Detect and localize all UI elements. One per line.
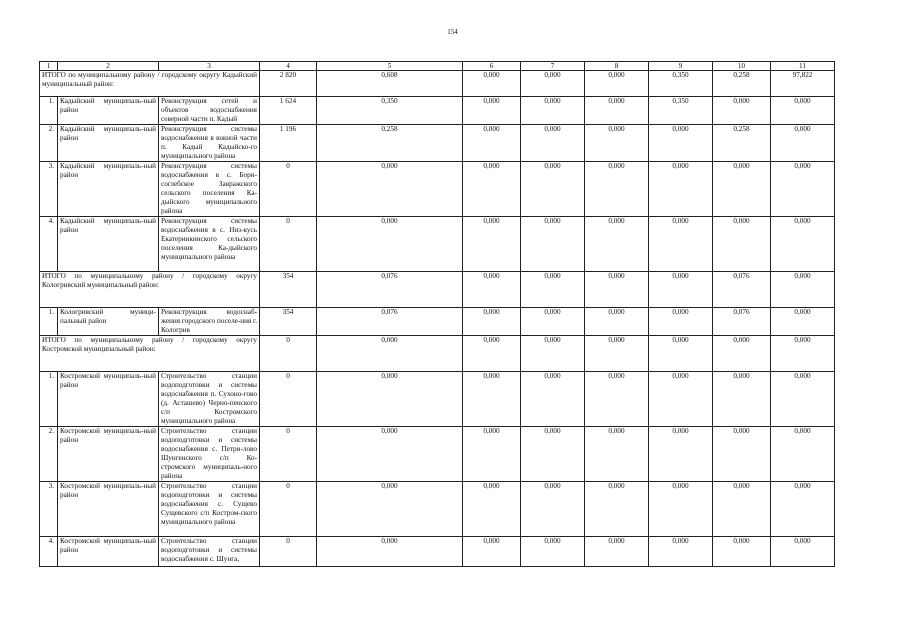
row-index: 1. bbox=[40, 97, 58, 125]
value-cell: 0,000 bbox=[463, 71, 521, 97]
column-header: 5 bbox=[317, 62, 463, 71]
project-cell: Реконструкция системы водоснабжения в с. Низ-кусь Екатеринкинского сельского поселения Ка-дыйского муниципального района bbox=[159, 217, 260, 272]
value-cell: 0,000 bbox=[585, 162, 649, 217]
table-row bbox=[40, 482, 835, 537]
value-cell: 0,000 bbox=[771, 537, 835, 567]
total-row bbox=[40, 272, 835, 308]
value-cell: 0,000 bbox=[463, 272, 521, 308]
value-cell: 0,000 bbox=[585, 125, 649, 162]
value-cell: 0,000 bbox=[713, 162, 771, 217]
value-cell: 0,608 bbox=[317, 71, 463, 97]
value-cell: 0,350 bbox=[649, 71, 713, 97]
project-cell: Реконструкция системы водоснабжения в с. Бори-соглебское Завражского сельского поселения Ка-дыйского муниципального района bbox=[159, 162, 260, 217]
district-cell: Костромской муниципаль-ный район bbox=[58, 482, 159, 537]
value-cell: 0,000 bbox=[463, 336, 521, 372]
value-cell: 0,000 bbox=[521, 308, 585, 336]
district-cell: Костромской муниципаль-ный район bbox=[58, 427, 159, 482]
value-cell: 0 bbox=[260, 482, 317, 537]
value-cell: 0,000 bbox=[463, 427, 521, 482]
value-cell: 0,000 bbox=[649, 336, 713, 372]
district-cell: Кадыйский муниципаль-ный район bbox=[58, 217, 159, 272]
value-cell: 0,000 bbox=[771, 308, 835, 336]
table-row bbox=[40, 125, 835, 162]
row-index: 2. bbox=[40, 427, 58, 482]
column-header: 2 bbox=[58, 62, 159, 71]
value-cell: 0,000 bbox=[649, 162, 713, 217]
value-cell: 0,076 bbox=[713, 308, 771, 336]
total-label: ИТОГО по муниципальному району / городскому округу Кологривский муниципальный район: bbox=[40, 272, 260, 308]
value-cell: 0,000 bbox=[521, 482, 585, 537]
value-cell: 0,000 bbox=[317, 372, 463, 427]
row-index: 4. bbox=[40, 537, 58, 567]
value-cell: 0,000 bbox=[463, 482, 521, 537]
value-cell: 0,000 bbox=[771, 272, 835, 308]
row-index: 3. bbox=[40, 162, 58, 217]
page-number: 154 bbox=[447, 28, 458, 36]
project-cell: Реконструкция водоснаб-жения городского поселе-ния г. Кологрив bbox=[159, 308, 260, 336]
row-index: 4. bbox=[40, 217, 58, 272]
total-label: ИТОГО по муниципальному району / городскому округу Кадыйский муниципальный район: bbox=[40, 71, 260, 97]
value-cell: 0,000 bbox=[713, 537, 771, 567]
value-cell: 0,076 bbox=[713, 272, 771, 308]
value-cell: 0,000 bbox=[521, 217, 585, 272]
value-cell: 0,000 bbox=[463, 537, 521, 567]
district-cell: Кадыйский муниципаль-ный район bbox=[58, 97, 159, 125]
value-cell: 0,258 bbox=[317, 125, 463, 162]
value-cell: 0,000 bbox=[317, 427, 463, 482]
table-row bbox=[40, 308, 835, 336]
value-cell: 0 bbox=[260, 372, 317, 427]
row-index: 1. bbox=[40, 372, 58, 427]
value-cell: 1 624 bbox=[260, 97, 317, 125]
value-cell: 0,000 bbox=[463, 372, 521, 427]
value-cell: 0,000 bbox=[317, 162, 463, 217]
value-cell: 0,000 bbox=[713, 482, 771, 537]
total-row bbox=[40, 336, 835, 372]
value-cell: 0,000 bbox=[771, 372, 835, 427]
value-cell: 0,000 bbox=[585, 537, 649, 567]
value-cell: 0 bbox=[260, 427, 317, 482]
value-cell: 0,000 bbox=[521, 71, 585, 97]
row-index: 3. bbox=[40, 482, 58, 537]
value-cell: 0,000 bbox=[649, 217, 713, 272]
value-cell: 1 196 bbox=[260, 125, 317, 162]
project-cell: Строительство станции водоподготовки и системы водоснабжения с. Сущево Сущевского с/п Костром-ского муниципального района bbox=[159, 482, 260, 537]
column-header: 11 bbox=[771, 62, 835, 71]
value-cell: 0,000 bbox=[463, 97, 521, 125]
value-cell: 0,000 bbox=[317, 537, 463, 567]
value-cell: 0,000 bbox=[585, 71, 649, 97]
value-cell: 0,000 bbox=[771, 217, 835, 272]
project-cell: Строительство станции водоподготовки и системы водоснабжения п. Сухоно-гово (д. Асташево) Черно-пенского с/п Костромского муниципального района bbox=[159, 372, 260, 427]
value-cell: 0,000 bbox=[713, 427, 771, 482]
value-cell: 0,000 bbox=[585, 217, 649, 272]
value-cell: 0,000 bbox=[649, 482, 713, 537]
value-cell: 0,000 bbox=[317, 336, 463, 372]
value-cell: 0,076 bbox=[317, 272, 463, 308]
total-row bbox=[40, 71, 835, 97]
project-cell: Строительство станции водоподготовки и системы водоснабжения с. Шунга, bbox=[159, 537, 260, 567]
column-header: 7 bbox=[521, 62, 585, 71]
value-cell: 0,000 bbox=[585, 372, 649, 427]
table-row bbox=[40, 97, 835, 125]
value-cell: 0,000 bbox=[771, 482, 835, 537]
column-header: 10 bbox=[713, 62, 771, 71]
row-index: 2. bbox=[40, 125, 58, 162]
data-table bbox=[39, 61, 835, 567]
value-cell: 0,000 bbox=[521, 272, 585, 308]
column-header: 6 bbox=[463, 62, 521, 71]
table-row bbox=[40, 427, 835, 482]
column-header: 4 bbox=[260, 62, 317, 71]
table-row bbox=[40, 162, 835, 217]
value-cell: 0,000 bbox=[649, 308, 713, 336]
row-index: 1. bbox=[40, 308, 58, 336]
project-cell: Реконструкция сетей и объектов водоснабжения северной части п. Кадый bbox=[159, 97, 260, 125]
value-cell: 0,000 bbox=[585, 97, 649, 125]
district-cell: Костромской муниципаль-ный район bbox=[58, 372, 159, 427]
value-cell: 0,000 bbox=[521, 537, 585, 567]
value-cell: 0,000 bbox=[649, 372, 713, 427]
value-cell: 0,000 bbox=[585, 272, 649, 308]
header-row bbox=[40, 62, 835, 71]
district-cell: Костромской муниципаль-ный район bbox=[58, 537, 159, 567]
column-header: 8 bbox=[585, 62, 649, 71]
value-cell: 0,000 bbox=[521, 372, 585, 427]
value-cell: 0,000 bbox=[713, 97, 771, 125]
value-cell: 0,000 bbox=[585, 336, 649, 372]
value-cell: 0,000 bbox=[771, 97, 835, 125]
value-cell: 0,000 bbox=[649, 272, 713, 308]
value-cell: 0,000 bbox=[463, 308, 521, 336]
value-cell: 0 bbox=[260, 217, 317, 272]
value-cell: 0,000 bbox=[771, 125, 835, 162]
value-cell: 0,258 bbox=[713, 125, 771, 162]
column-header: 9 bbox=[649, 62, 713, 71]
district-cell: Кологривский муници-пальный район bbox=[58, 308, 159, 336]
table-row bbox=[40, 217, 835, 272]
value-cell: 0,000 bbox=[771, 162, 835, 217]
value-cell: 0,000 bbox=[649, 125, 713, 162]
value-cell: 0,000 bbox=[317, 482, 463, 537]
value-cell: 0,258 bbox=[713, 71, 771, 97]
value-cell: 0,000 bbox=[317, 217, 463, 272]
value-cell: 0,000 bbox=[713, 336, 771, 372]
value-cell: 354 bbox=[260, 308, 317, 336]
district-cell: Кадыйский муниципаль-ный район bbox=[58, 162, 159, 217]
value-cell: 0,000 bbox=[649, 427, 713, 482]
value-cell: 0 bbox=[260, 162, 317, 217]
value-cell: 354 bbox=[260, 272, 317, 308]
value-cell: 0,000 bbox=[463, 125, 521, 162]
value-cell: 0,000 bbox=[713, 372, 771, 427]
value-cell: 0,076 bbox=[317, 308, 463, 336]
value-cell: 2 820 bbox=[260, 71, 317, 97]
value-cell: 0,000 bbox=[713, 217, 771, 272]
column-header: 1 bbox=[40, 62, 58, 71]
value-cell: 0,000 bbox=[463, 162, 521, 217]
value-cell: 0,000 bbox=[521, 427, 585, 482]
value-cell: 0,000 bbox=[521, 97, 585, 125]
value-cell: 0,000 bbox=[521, 125, 585, 162]
column-header: 3 bbox=[159, 62, 260, 71]
value-cell: 0,000 bbox=[771, 336, 835, 372]
value-cell: 0,350 bbox=[317, 97, 463, 125]
value-cell: 0,000 bbox=[585, 427, 649, 482]
value-cell: 0,000 bbox=[585, 308, 649, 336]
value-cell: 0,000 bbox=[649, 537, 713, 567]
value-cell: 0 bbox=[260, 537, 317, 567]
table-row bbox=[40, 372, 835, 427]
value-cell: 0,000 bbox=[521, 162, 585, 217]
total-label: ИТОГО по муниципальному району / городскому округу Костромской муниципальный район: bbox=[40, 336, 260, 372]
value-cell: 0,350 bbox=[649, 97, 713, 125]
project-cell: Реконструкция системы водоснабжения в южной части п. Кадый Кадыйско-го муниципального района bbox=[159, 125, 260, 162]
project-cell: Строительство станции водоподготовки и системы водоснабжения с. Петри-лово Шунгенского с/п Ко-стромского муниципаль-ного района bbox=[159, 427, 260, 482]
district-cell: Кадыйский муниципаль-ный район bbox=[58, 125, 159, 162]
table-row bbox=[40, 537, 835, 567]
value-cell: 0,000 bbox=[585, 482, 649, 537]
value-cell: 0,000 bbox=[771, 427, 835, 482]
value-cell: 0 bbox=[260, 336, 317, 372]
value-cell: 0,000 bbox=[463, 217, 521, 272]
value-cell: 97,822 bbox=[771, 71, 835, 97]
value-cell: 0,000 bbox=[521, 336, 585, 372]
